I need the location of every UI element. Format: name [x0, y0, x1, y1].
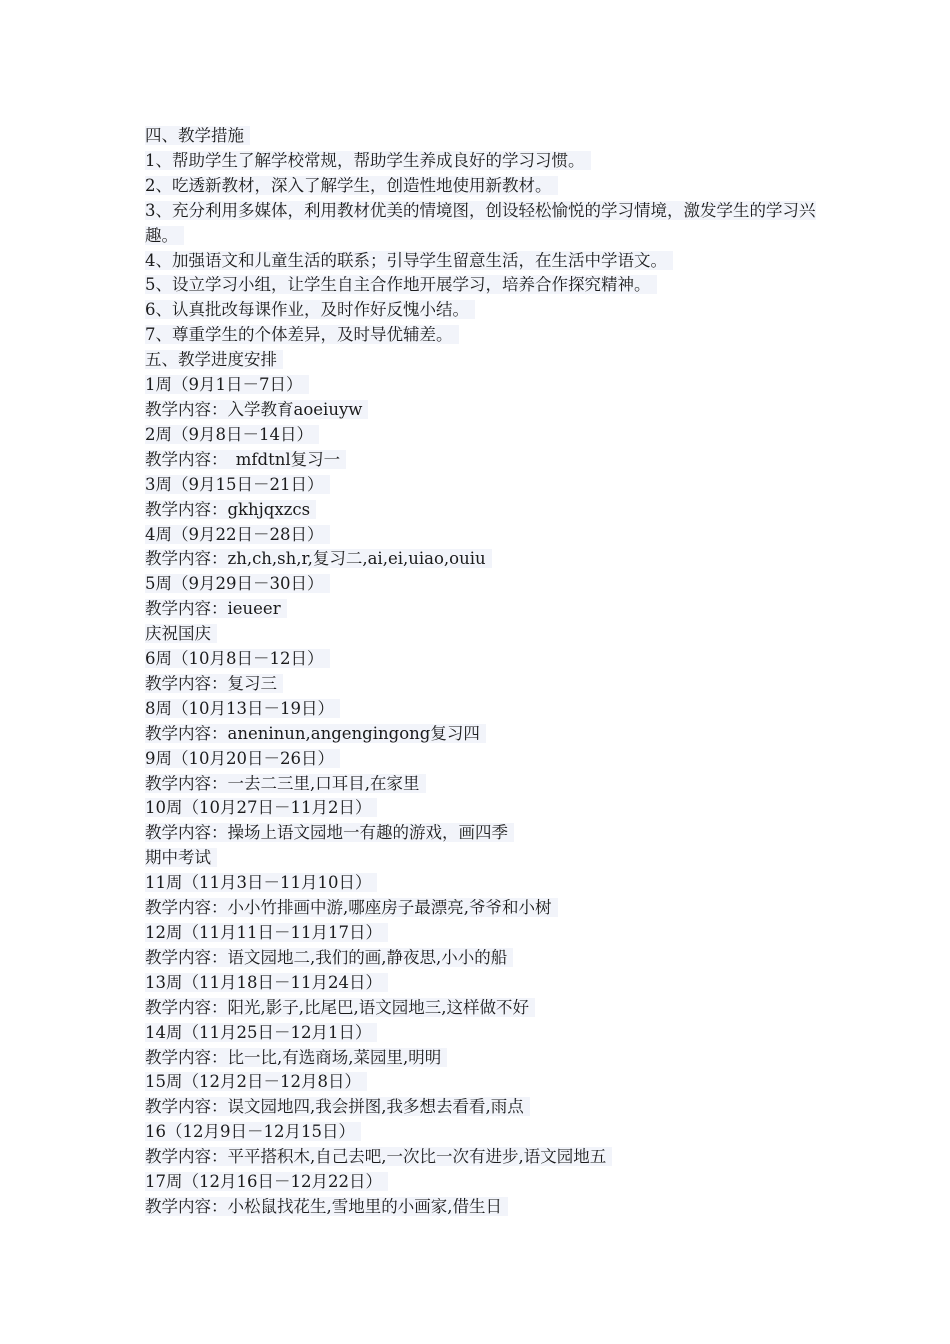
- schedule-week: 4周（9月22日－28日）: [145, 523, 817, 548]
- measure-item: 1、帮助学生了解学校常规，帮助学生养成良好的学习习惯。: [145, 149, 817, 174]
- section-heading-schedule: 五、教学进度安排: [145, 348, 817, 373]
- schedule-week: 6周（10月8日－12日）: [145, 647, 817, 672]
- schedule-week: 10周（10月27日－11月2日）: [145, 796, 817, 821]
- measure-item: 5、设立学习小组，让学生自主合作地开展学习，培养合作探究精神。: [145, 273, 817, 298]
- schedule-content: 教学内容：小小竹排画中游,哪座房子最漂亮,爷爷和小树: [145, 896, 817, 921]
- schedule-week: 9周（10月20日－26日）: [145, 747, 817, 772]
- schedule-content: 教学内容：语文园地二,我们的画,静夜思,小小的船: [145, 946, 817, 971]
- section-heading-measures: 四、教学措施: [145, 124, 817, 149]
- schedule-content: 教学内容：aneninun,angengingong复习四: [145, 722, 817, 747]
- schedule-note: 期中考试: [145, 846, 817, 871]
- measure-item: 7、尊重学生的个体差异，及时导优辅差。: [145, 323, 817, 348]
- schedule-content: 教学内容：zh,ch,sh,r,复习二,ai,ei,uiao,ouiu: [145, 547, 817, 572]
- schedule-content: 教学内容：阳光,影子,比尾巴,语文园地三,这样做不好: [145, 996, 817, 1021]
- schedule-week: 16（12月9日－12月15日）: [145, 1120, 817, 1145]
- schedule-week: 8周（10月13日－19日）: [145, 697, 817, 722]
- schedule-content: 教学内容：小松鼠找花生,雪地里的小画家,借生日: [145, 1195, 817, 1220]
- schedule-week: 11周（11月3日－11月10日）: [145, 871, 817, 896]
- schedule-week: 15周（12月2日－12月8日）: [145, 1070, 817, 1095]
- schedule-content: 教学内容：入学教育aoeiuyw: [145, 398, 817, 423]
- schedule-content: 教学内容：误文园地四,我会拼图,我多想去看看,雨点: [145, 1095, 817, 1120]
- measure-item: 4、加强语文和儿童生活的联系；引导学生留意生活，在生活中学语文。: [145, 249, 817, 274]
- schedule-week: 1周（9月1日－7日）: [145, 373, 817, 398]
- schedule-week: 5周（9月29日－30日）: [145, 572, 817, 597]
- schedule-content: 教学内容：复习三: [145, 672, 817, 697]
- schedule-content: 教学内容：一去二三里,口耳目,在家里: [145, 772, 817, 797]
- schedule-week: 12周（11月11日－11月17日）: [145, 921, 817, 946]
- measure-item: 6、认真批改每课作业，及时作好反愧小结。: [145, 298, 817, 323]
- schedule-note: 庆祝国庆: [145, 622, 817, 647]
- schedule-week: 14周（11月25日－12月1日）: [145, 1021, 817, 1046]
- measure-item: 3、充分利用多媒体，利用教材优美的情境图，创设轻松愉悦的学习情境，激发学生的学习兴趣。: [145, 200, 816, 245]
- schedule-content: 教学内容：gkhjqxzcs: [145, 498, 817, 523]
- document-body: [145, 124, 817, 1220]
- schedule-week: 3周（9月15日－21日）: [145, 473, 817, 498]
- schedule-week: 13周（11月18日－11月24日）: [145, 971, 817, 996]
- measure-item: 2、吃透新教材，深入了解学生，创造性地使用新教材。: [145, 174, 817, 199]
- schedule-content: 教学内容：平平搭积木,自己去吧,一次比一次有进步,语文园地五: [145, 1145, 817, 1170]
- schedule-week: 17周（12月16日－12月22日）: [145, 1170, 817, 1195]
- schedule-content: 教学内容：比一比,有选商场,菜园里,明明: [145, 1046, 817, 1071]
- schedule-week: 2周（9月8日－14日）: [145, 423, 817, 448]
- schedule-content: 教学内容： mfdtnl复习一: [145, 448, 817, 473]
- schedule-content: 教学内容：ieueer: [145, 597, 817, 622]
- schedule-content: 教学内容：操场上语文园地一有趣的游戏，画四季: [145, 821, 817, 846]
